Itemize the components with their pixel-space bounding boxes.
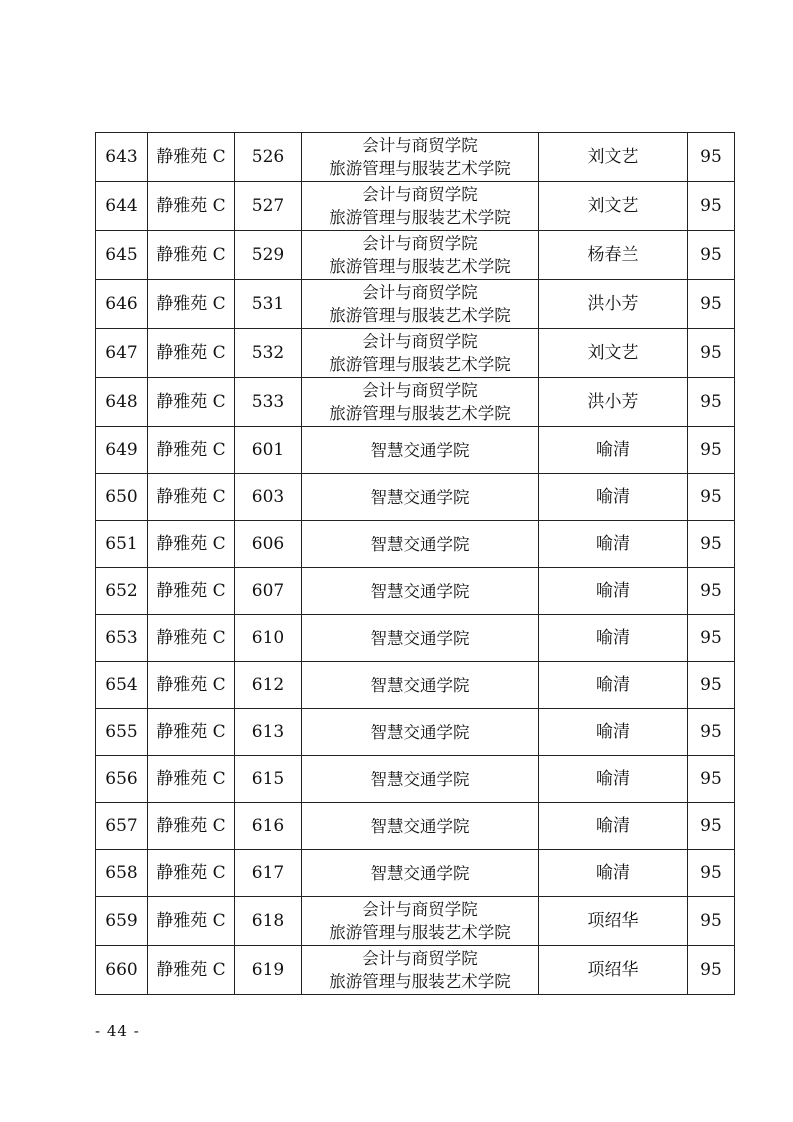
- row-number: 648: [96, 378, 148, 427]
- building-cell: 静雅苑 C: [148, 946, 235, 995]
- college-cell: [302, 756, 539, 803]
- inspector-name-cell: 洪小芳: [539, 378, 688, 427]
- college-cell: [302, 231, 539, 280]
- college-name: 旅游管理与服装艺术学院: [329, 257, 511, 276]
- college-name: 旅游管理与服装艺术学院: [329, 159, 511, 178]
- building-cell: 静雅苑 C: [148, 568, 235, 615]
- table-row: [96, 474, 735, 521]
- score-cell: 95: [688, 897, 735, 946]
- inspector-name-cell: 刘文艺: [539, 133, 688, 182]
- row-number: 649: [96, 427, 148, 474]
- table-row: [96, 231, 735, 280]
- building-cell: 静雅苑 C: [148, 427, 235, 474]
- inspector-name-cell: 喻清: [539, 662, 688, 709]
- college-name: 旅游管理与服装艺术学院: [329, 972, 511, 991]
- inspector-name-cell: 洪小芳: [539, 280, 688, 329]
- room-cell: 615: [235, 756, 302, 803]
- score-cell: 95: [688, 474, 735, 521]
- score-cell: 95: [688, 521, 735, 568]
- college-name: 旅游管理与服装艺术学院: [329, 306, 511, 325]
- inspector-name-cell: 喻清: [539, 427, 688, 474]
- college-cell: [302, 133, 539, 182]
- college-cell: [302, 709, 539, 756]
- college-cell: [302, 329, 539, 378]
- score-cell: 95: [688, 850, 735, 897]
- room-cell: 531: [235, 280, 302, 329]
- college-name: 会计与商贸学院: [362, 332, 478, 351]
- building-cell: 静雅苑 C: [148, 329, 235, 378]
- table-row: [96, 182, 735, 231]
- college-cell: [302, 378, 539, 427]
- college-name: 智慧交通学院: [370, 863, 470, 883]
- table-row: [96, 709, 735, 756]
- table-row: [96, 803, 735, 850]
- building-cell: 静雅苑 C: [148, 280, 235, 329]
- college-cell: [302, 803, 539, 850]
- row-number: 654: [96, 662, 148, 709]
- college-cell: [302, 280, 539, 329]
- room-cell: 619: [235, 946, 302, 995]
- score-cell: 95: [688, 329, 735, 378]
- room-cell: 529: [235, 231, 302, 280]
- score-cell: 95: [688, 378, 735, 427]
- college-name: 智慧交通学院: [370, 722, 470, 742]
- college-cell: [302, 850, 539, 897]
- table-row: [96, 280, 735, 329]
- inspector-name-cell: 刘文艺: [539, 182, 688, 231]
- table-row: [96, 662, 735, 709]
- college-name: 会计与商贸学院: [362, 900, 478, 919]
- college-cell: [302, 568, 539, 615]
- inspector-name-cell: 喻清: [539, 803, 688, 850]
- building-cell: 静雅苑 C: [148, 521, 235, 568]
- building-cell: 静雅苑 C: [148, 133, 235, 182]
- building-cell: 静雅苑 C: [148, 182, 235, 231]
- score-cell: 95: [688, 615, 735, 662]
- college-name: 智慧交通学院: [370, 581, 470, 601]
- row-number: 660: [96, 946, 148, 995]
- room-cell: 606: [235, 521, 302, 568]
- row-number: 651: [96, 521, 148, 568]
- college-name: 智慧交通学院: [370, 675, 470, 695]
- row-number: 657: [96, 803, 148, 850]
- room-cell: 612: [235, 662, 302, 709]
- row-number: 646: [96, 280, 148, 329]
- college-cell: [302, 521, 539, 568]
- room-cell: 613: [235, 709, 302, 756]
- table-row: [96, 897, 735, 946]
- room-cell: 607: [235, 568, 302, 615]
- building-cell: 静雅苑 C: [148, 897, 235, 946]
- room-cell: 527: [235, 182, 302, 231]
- inspector-name-cell: 项绍华: [539, 897, 688, 946]
- inspector-name-cell: 喻清: [539, 615, 688, 662]
- score-cell: 95: [688, 427, 735, 474]
- college-cell: [302, 897, 539, 946]
- room-cell: 601: [235, 427, 302, 474]
- college-name: 会计与商贸学院: [362, 136, 478, 155]
- score-cell: 95: [688, 568, 735, 615]
- score-cell: 95: [688, 133, 735, 182]
- college-name: 会计与商贸学院: [362, 185, 478, 204]
- inspector-name-cell: 喻清: [539, 474, 688, 521]
- table-row: [96, 427, 735, 474]
- inspector-name-cell: 喻清: [539, 709, 688, 756]
- room-cell: 526: [235, 133, 302, 182]
- inspector-name-cell: 刘文艺: [539, 329, 688, 378]
- inspection-table: [95, 132, 735, 995]
- college-name: 智慧交通学院: [370, 816, 470, 836]
- college-name: 旅游管理与服装艺术学院: [329, 355, 511, 374]
- building-cell: 静雅苑 C: [148, 756, 235, 803]
- college-cell: [302, 182, 539, 231]
- score-cell: 95: [688, 662, 735, 709]
- row-number: 644: [96, 182, 148, 231]
- row-number: 652: [96, 568, 148, 615]
- row-number: 653: [96, 615, 148, 662]
- row-number: 658: [96, 850, 148, 897]
- building-cell: 静雅苑 C: [148, 803, 235, 850]
- table-body: [96, 133, 735, 995]
- room-cell: 616: [235, 803, 302, 850]
- building-cell: 静雅苑 C: [148, 615, 235, 662]
- row-number: 659: [96, 897, 148, 946]
- table-row: [96, 946, 735, 995]
- page-number: - 44 -: [95, 1022, 140, 1040]
- score-cell: 95: [688, 756, 735, 803]
- row-number: 643: [96, 133, 148, 182]
- inspector-name-cell: 杨春兰: [539, 231, 688, 280]
- inspector-name-cell: 喻清: [539, 850, 688, 897]
- score-cell: 95: [688, 803, 735, 850]
- college-name: 会计与商贸学院: [362, 381, 478, 400]
- room-cell: 532: [235, 329, 302, 378]
- score-cell: 95: [688, 709, 735, 756]
- table-row: [96, 378, 735, 427]
- inspector-name-cell: 项绍华: [539, 946, 688, 995]
- college-name: 旅游管理与服装艺术学院: [329, 208, 511, 227]
- inspector-name-cell: 喻清: [539, 521, 688, 568]
- inspector-name-cell: 喻清: [539, 756, 688, 803]
- building-cell: 静雅苑 C: [148, 231, 235, 280]
- row-number: 647: [96, 329, 148, 378]
- table-row: [96, 615, 735, 662]
- score-cell: 95: [688, 946, 735, 995]
- room-cell: 533: [235, 378, 302, 427]
- table-row: [96, 756, 735, 803]
- building-cell: 静雅苑 C: [148, 662, 235, 709]
- row-number: 650: [96, 474, 148, 521]
- college-name: 会计与商贸学院: [362, 234, 478, 253]
- college-name: 智慧交通学院: [370, 534, 470, 554]
- room-cell: 618: [235, 897, 302, 946]
- college-name: 智慧交通学院: [370, 628, 470, 648]
- college-cell: [302, 662, 539, 709]
- table-row: [96, 133, 735, 182]
- college-name: 会计与商贸学院: [362, 283, 478, 302]
- table-row: [96, 568, 735, 615]
- college-name: 旅游管理与服装艺术学院: [329, 923, 511, 942]
- college-name: 智慧交通学院: [370, 440, 470, 460]
- college-cell: [302, 474, 539, 521]
- room-cell: 610: [235, 615, 302, 662]
- building-cell: 静雅苑 C: [148, 709, 235, 756]
- college-name: 智慧交通学院: [370, 769, 470, 789]
- building-cell: 静雅苑 C: [148, 850, 235, 897]
- college-name: 会计与商贸学院: [362, 949, 478, 968]
- building-cell: 静雅苑 C: [148, 474, 235, 521]
- building-cell: 静雅苑 C: [148, 378, 235, 427]
- score-cell: 95: [688, 280, 735, 329]
- room-cell: 603: [235, 474, 302, 521]
- row-number: 655: [96, 709, 148, 756]
- table-row: [96, 521, 735, 568]
- college-name: 智慧交通学院: [370, 487, 470, 507]
- college-name: 旅游管理与服装艺术学院: [329, 404, 511, 423]
- college-cell: [302, 615, 539, 662]
- score-cell: 95: [688, 231, 735, 280]
- college-cell: [302, 427, 539, 474]
- table-row: [96, 329, 735, 378]
- score-cell: 95: [688, 182, 735, 231]
- room-cell: 617: [235, 850, 302, 897]
- row-number: 645: [96, 231, 148, 280]
- college-cell: [302, 946, 539, 995]
- row-number: 656: [96, 756, 148, 803]
- table-row: [96, 850, 735, 897]
- inspector-name-cell: 喻清: [539, 568, 688, 615]
